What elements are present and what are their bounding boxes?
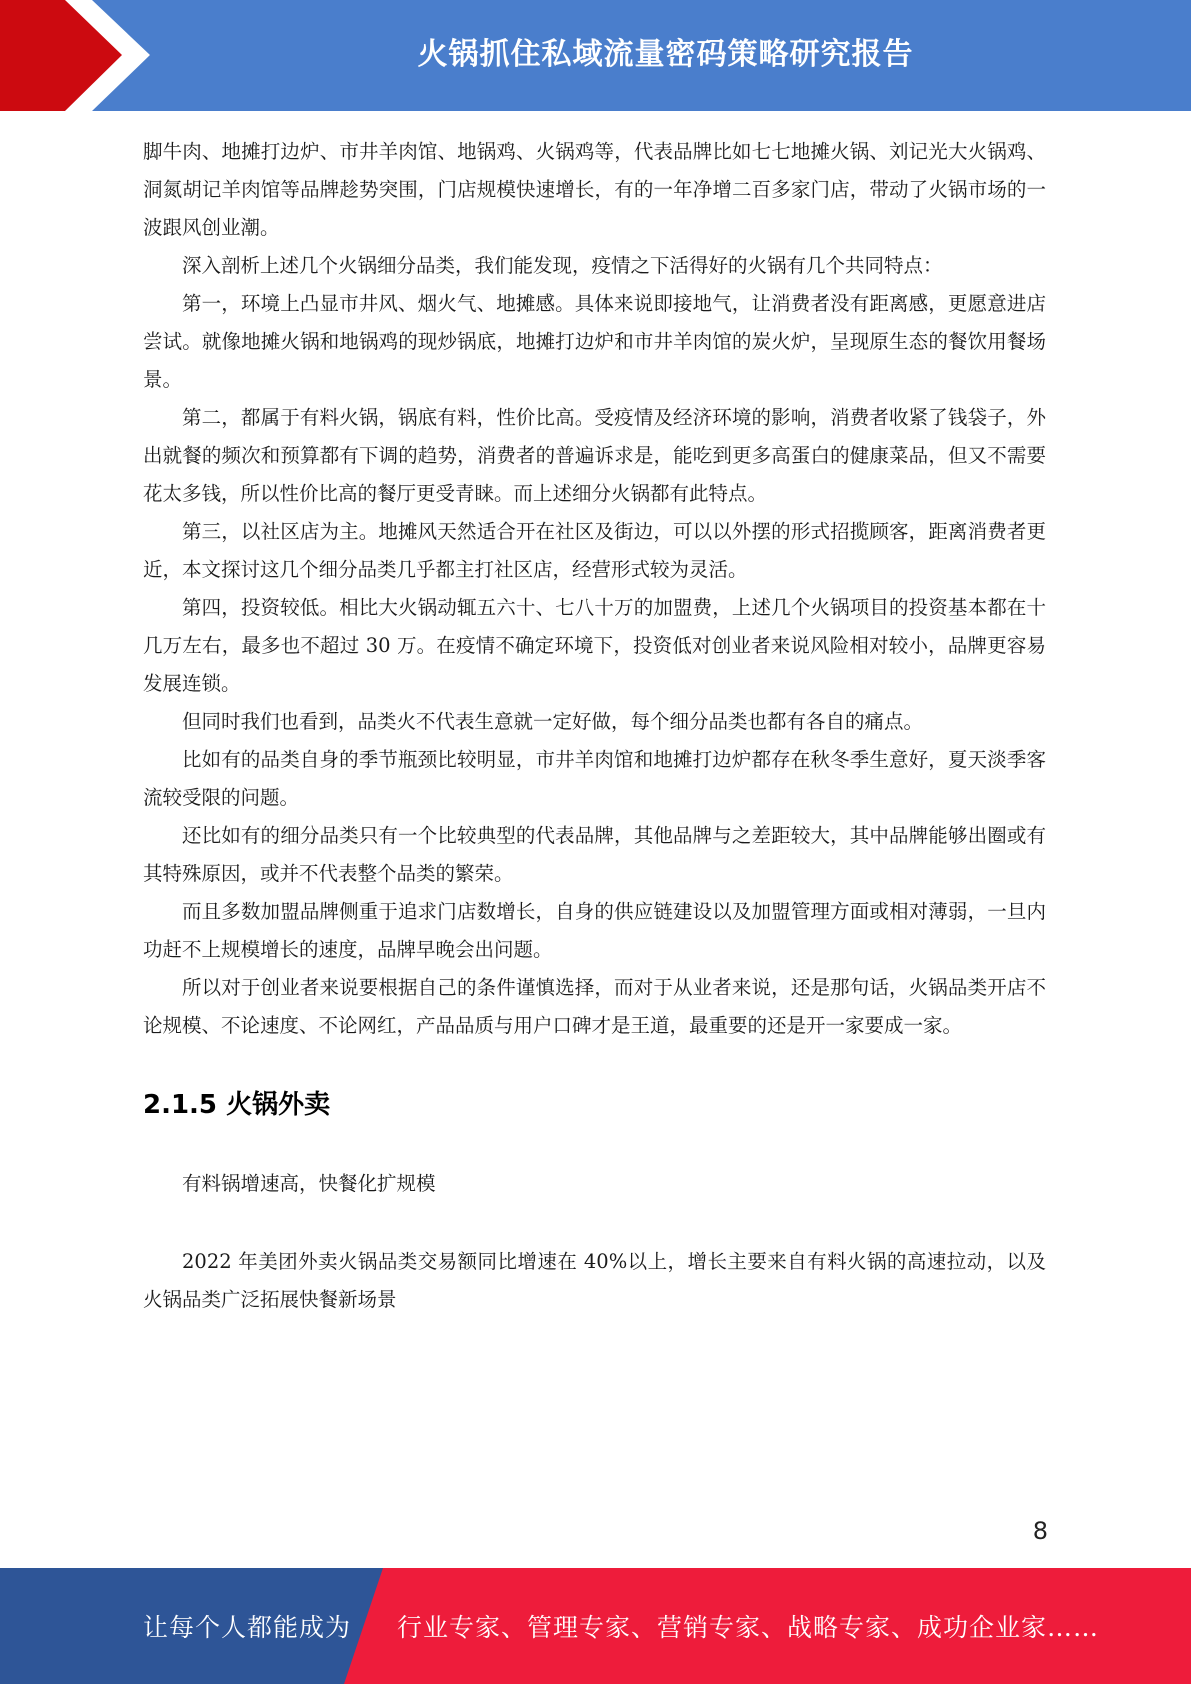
paragraph: 而且多数加盟品牌侧重于追求门店数增长，自身的供应链建设以及加盟管理方面或相对薄弱，一旦内功赶不上规模增长的速度，品牌早晚会出问题。 (143, 900, 1046, 961)
paragraph: 第四，投资较低。相比大火锅动辄五六十、七八十万的加盟费，上述几个火锅项目的投资基本都在十几万左右，最多也不超过 30 万。在疫情不确定环境下，投资低对创业者来说风险相对较小，品牌更容易发展连锁。 (143, 596, 1046, 695)
footer-slogan-left: 让每个人都能成为 (143, 1613, 352, 1642)
page-number: 8 (1032, 1517, 1048, 1545)
document-body (143, 133, 1046, 1319)
paragraph: 还比如有的细分品类只有一个比较典型的代表品牌，其他品牌与之差距较大，其中品牌能够出圈或有其特殊原因，或并不代表整个品类的繁荣。 (143, 824, 1046, 885)
paragraph: 深入剖析上述几个火锅细分品类，我们能发现，疫情之下活得好的火锅有几个共同特点： (182, 254, 943, 277)
paragraph: 所以对于创业者来说要根据自己的条件谨慎选择，而对于从业者来说，还是那句话，火锅品类开店不论规模、不论速度、不论网红，产品品质与用户口碑才是王道，最重要的还是开一家要成一家。 (143, 976, 1046, 1037)
paragraph: 比如有的品类自身的季节瓶颈比较明显，市井羊肉馆和地摊打边炉都存在秋冬季生意好，夏天淡季客流较受限的问题。 (143, 748, 1046, 809)
paragraph: 脚牛肉、地摊打边炉、市井羊肉馆、地锅鸡、火锅鸡等，代表品牌比如七七地摊火锅、刘记光大火锅鸡、洞氮胡记羊肉馆等品牌趁势突围，门店规模快速增长，有的一年净增二百多家门店，带动了火锅市场的一波跟风创业潮。 (143, 140, 1046, 239)
paragraph: 第一，环境上凸显市井风、烟火气、地摊感。具体来说即接地气，让消费者没有距离感，更愿意进店尝试。就像地摊火锅和地锅鸡的现炒锅底，地摊打边炉和市井羊肉馆的炭火炉，呈现原生态的餐饮用餐场景。 (143, 292, 1046, 391)
paragraph: 第三，以社区店为主。地摊风天然适合开在社区及街边，可以以外摆的形式招揽顾客，距离消费者更近，本文探讨这几个细分品类几乎都主打社区店，经营形式较为灵活。 (143, 520, 1046, 581)
header-title: 火锅抓住私域流量密码策略研究报告 (417, 36, 914, 72)
paragraph: 但同时我们也看到，品类火不代表生意就一定好做，每个细分品类也都有各自的痛点。 (182, 710, 924, 733)
paragraph: 第二，都属于有料火锅，锅底有料，性价比高。受疫情及经济环境的影响，消费者收紧了钱袋子，外出就餐的频次和预算都有下调的趋势，消费者的普遍诉求是，能吃到更多高蛋白的健康菜品，但又不需要花太多钱，所以性价比高的餐厅更受青睐。而上述细分火锅都有此特点。 (143, 406, 1046, 505)
section-subtitle: 有料锅增速高，快餐化扩规模 (182, 1172, 436, 1195)
footer-slogan-right: 行业专家、管理专家、营销专家、战略专家、成功企业家…… (397, 1613, 1100, 1642)
section-heading: 2.1.5 火锅外卖 (143, 1090, 331, 1120)
page-header (0, 0, 1191, 111)
paragraph: 2022 年美团外卖火锅品类交易额同比增速在 40%以上，增长主要来自有料火锅的高速拉动，以及火锅品类广泛拓展快餐新场景 (143, 1250, 1046, 1311)
page-footer (0, 1568, 1191, 1684)
